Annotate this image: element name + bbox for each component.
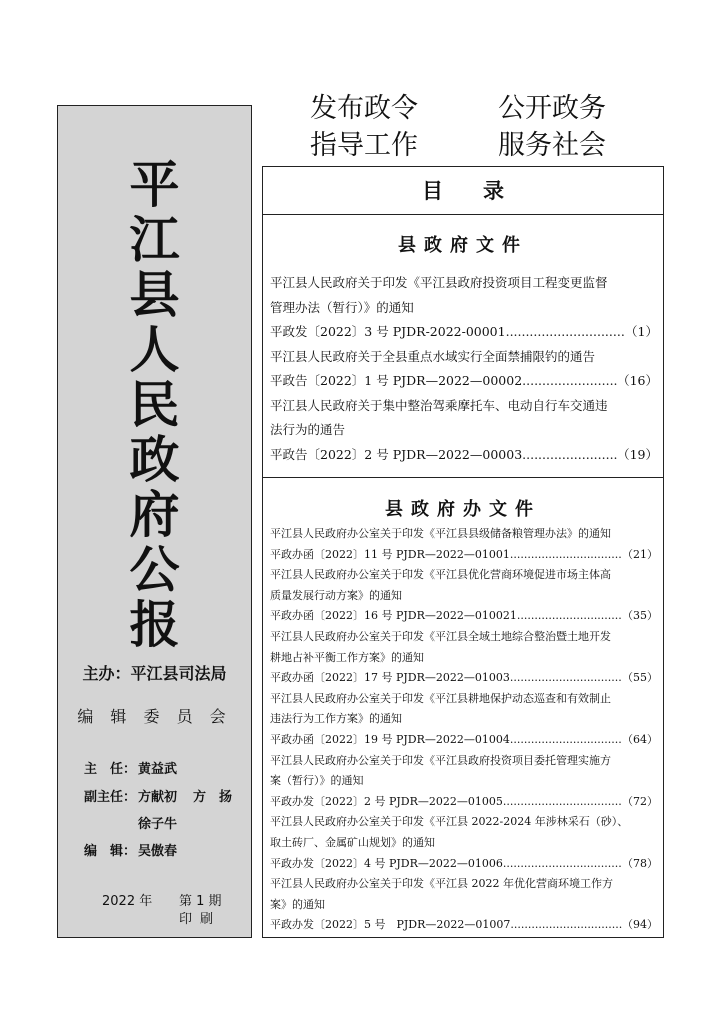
title-char: 政 — [129, 431, 180, 489]
dot-leader — [522, 369, 617, 394]
staff-name: 徐子牛 — [138, 817, 178, 832]
staff-director — [84, 758, 193, 777]
toc-entry[interactable] — [270, 689, 658, 751]
entry-title-line: 管理办法（暂行）》的通知 — [270, 299, 414, 315]
entry-reference — [270, 668, 658, 689]
entry-page: （78） — [622, 856, 658, 870]
slogan-3: 指导工作 — [310, 130, 418, 161]
entry-title-line: 平江县人民政府办公室关于印发《平江县 2022-2024 年涉林采石（砂）、 — [270, 815, 629, 829]
toc-entry[interactable] — [270, 874, 658, 936]
toc-entry[interactable] — [270, 271, 658, 345]
toc-heading: 目录 — [263, 167, 663, 215]
entry-title-line: 法行为的通告 — [270, 422, 346, 437]
entry-title-line: 违法行为工作方案》的通知 — [270, 712, 402, 726]
section-entries-county-government — [270, 271, 658, 467]
entry-title-line: 平江县人民政府办公室关于印发《平江县优化营商环境促进市场主体高 — [270, 568, 611, 582]
staff-role: 编 辑： — [84, 844, 137, 859]
entry-doc-number: 平政办发〔2022〕2 号 PJDR—2022—01005 — [270, 794, 503, 808]
title-char: 民 — [129, 376, 180, 434]
entry-doc-number: 平政办函〔2022〕16 号 PJDR—2022—010021 — [270, 609, 517, 623]
entry-reference — [270, 443, 658, 468]
entry-doc-number: 平政告〔2022〕1 号 PJDR—2022—00002 — [270, 373, 523, 388]
masthead-panel — [57, 105, 252, 938]
entry-page: （64） — [622, 732, 658, 746]
slogan-4: 服务社会 — [498, 130, 606, 161]
entry-page: （94） — [622, 918, 658, 932]
toc-entry[interactable] — [270, 627, 658, 689]
slogan-1: 发布政令 — [310, 93, 418, 124]
entry-title-line: 平江县人民政府办公室关于印发《平江县全域土地综合整治暨土地开发 — [270, 629, 611, 643]
entry-title-line: 平江县人民政府办公室关于印发《平江县耕地保护动态巡查和有效制止 — [270, 691, 611, 705]
section-entries-county-office — [270, 524, 658, 936]
staff-name: 方献初 — [138, 790, 178, 805]
entry-title-line: 案》的通知 — [270, 897, 325, 911]
entry-title-line: 平江县人民政府关于集中整治驾乘摩托车、电动自行车交通违 — [270, 397, 608, 413]
entry-page: （72） — [622, 794, 658, 808]
staff-deputy — [84, 786, 248, 805]
dot-leader — [517, 606, 622, 627]
entry-title-line: 平江县人民政府办公室关于印发《平江县政府投资项目委托管理实施方 — [270, 753, 611, 767]
entry-title-line: 平江县人民政府关于印发《平江县政府投资项目工程变更监督 — [270, 275, 608, 290]
entry-reference — [270, 854, 658, 875]
toc-entry[interactable] — [270, 524, 658, 565]
entry-reference — [270, 730, 658, 751]
issue-number: 第 1 期 — [179, 894, 222, 909]
title-char: 县 — [129, 266, 180, 324]
entry-reference — [270, 369, 658, 394]
sponsor-line: 主办：平江县司法局 — [82, 664, 227, 683]
section-title-county-government: 县政府文件 — [398, 235, 528, 256]
entry-reference — [270, 606, 658, 627]
entry-doc-number: 平政办函〔2022〕17 号 PJDR—2022—01003 — [270, 671, 510, 685]
entry-title-line: 案（暂行）》的通知 — [270, 774, 364, 788]
title-char: 平 — [129, 156, 180, 214]
issue-year: 2022 年 — [102, 894, 153, 909]
staff-role: 副主任： — [84, 790, 137, 805]
entry-page: （55） — [622, 671, 658, 685]
issue-print: 印刷 — [179, 912, 222, 927]
dot-leader — [503, 854, 622, 875]
section-title-county-office: 县政府办文件 — [385, 499, 541, 520]
dot-leader — [510, 545, 622, 566]
entry-reference — [270, 320, 658, 345]
entry-doc-number: 平政发〔2022〕3 号 PJDR-2022-00001 — [270, 324, 506, 339]
entry-reference — [270, 792, 658, 813]
toc-entry[interactable] — [270, 345, 658, 394]
title-char: 报 — [129, 596, 180, 654]
dot-leader — [506, 320, 625, 345]
entry-title-line: 平江县人民政府办公室关于印发《平江县县级储备粮管理办法》的通知 — [270, 527, 611, 540]
staff-name: 吴傲春 — [138, 844, 178, 859]
gazette-title — [58, 158, 251, 653]
dot-leader — [510, 915, 622, 936]
section-divider — [263, 477, 663, 478]
entry-doc-number: 平政告〔2022〕2 号 PJDR—2022—00003 — [270, 446, 523, 462]
entry-title-line: 平江县人民政府关于全县重点水域实行全面禁捕限钓的通告 — [270, 348, 596, 364]
entry-title-line: 取土砖厂、金属矿山规划》的通知 — [270, 835, 435, 849]
toc-entry[interactable] — [270, 812, 658, 874]
title-char: 府 — [129, 486, 180, 544]
entry-doc-number: 平政办函〔2022〕19 号 PJDR—2022—01004 — [270, 732, 510, 746]
entry-doc-number: 平政办发〔2022〕4 号 PJDR—2022—01006 — [270, 856, 503, 870]
entry-page: （19） — [617, 446, 658, 462]
dot-leader — [510, 730, 622, 751]
staff-role: 主 任： — [84, 762, 137, 777]
entry-page: （1） — [625, 324, 658, 339]
slogan-2: 公开政务 — [498, 93, 606, 124]
entry-reference — [270, 545, 658, 566]
table-of-contents — [262, 166, 664, 938]
toc-entry[interactable] — [270, 394, 658, 468]
title-char: 人 — [129, 321, 180, 379]
entry-title-line: 平江县人民政府办公室关于印发《平江县 2022 年优化营商环境工作方 — [270, 877, 613, 891]
dot-leader — [510, 668, 622, 689]
entry-page: （16） — [617, 373, 658, 388]
title-char: 江 — [129, 211, 180, 269]
title-char: 公 — [129, 541, 180, 599]
entry-page: （21） — [622, 547, 658, 561]
entry-page: （35） — [622, 609, 658, 623]
entry-title-line: 质量发展行动方案》的通知 — [270, 588, 402, 602]
entry-title-line: 耕地占补平衡工作方案》的通知 — [270, 650, 424, 664]
dot-leader — [503, 792, 622, 813]
entry-reference — [270, 915, 658, 936]
staff-name: 黄益武 — [138, 762, 178, 777]
staff-deputy-cont — [84, 813, 193, 832]
editorial-committee-heading: 编 辑 委 员 会 — [77, 707, 232, 726]
entry-doc-number: 平政办函〔2022〕11 号 PJDR—2022—01001 — [270, 547, 510, 561]
toc-entry[interactable] — [270, 751, 658, 813]
staff-name: 方 扬 — [193, 790, 233, 805]
staff-editor — [84, 840, 193, 859]
dot-leader — [522, 443, 617, 468]
entry-doc-number: 平政办发〔2022〕5 号 PJDR—2022—01007 — [270, 918, 511, 932]
toc-entry[interactable] — [270, 565, 658, 627]
